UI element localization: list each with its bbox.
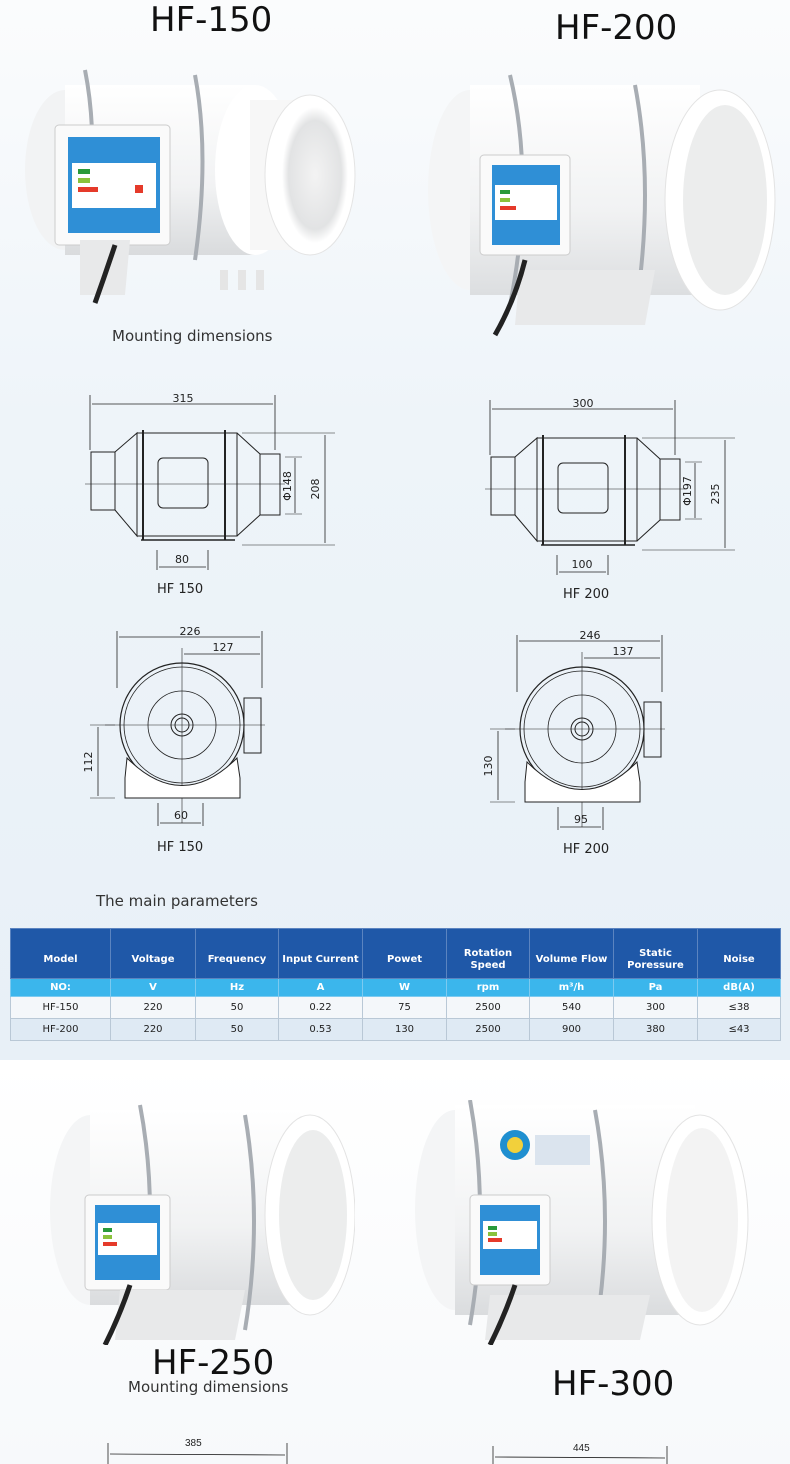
front-drawing-label-hf150: HF 150 bbox=[157, 840, 204, 855]
table-cell: 300 bbox=[614, 997, 698, 1019]
table-cell: 50 bbox=[196, 997, 279, 1019]
table-cell: 220 bbox=[111, 997, 196, 1019]
unit-cell: rpm bbox=[447, 979, 530, 997]
table-cell: HF-200 bbox=[11, 1019, 111, 1041]
dimension-value-385: 385 bbox=[185, 1438, 202, 1449]
dim-height: 235 bbox=[709, 483, 722, 505]
table-cell: ≤43 bbox=[698, 1019, 781, 1041]
header-noise: Noise bbox=[698, 929, 781, 979]
model-title-hf200: HF-200 bbox=[555, 8, 678, 48]
dim-diameter: Φ148 bbox=[281, 471, 294, 501]
dim-base: 95 bbox=[574, 813, 588, 826]
unit-cell: m³/h bbox=[530, 979, 614, 997]
dim-length: 315 bbox=[172, 392, 194, 405]
front-drawing-hf200 bbox=[482, 629, 685, 832]
front-drawing-hf150 bbox=[82, 625, 285, 828]
dim-base: 80 bbox=[175, 553, 189, 566]
header-frequency: Frequency bbox=[196, 929, 279, 979]
table-row bbox=[11, 997, 781, 1019]
table-cell: 540 bbox=[530, 997, 614, 1019]
table-cell: 50 bbox=[196, 1019, 279, 1041]
dim-height: 208 bbox=[309, 478, 322, 500]
product-image-hf300 bbox=[410, 1100, 755, 1345]
unit-cell: A bbox=[279, 979, 363, 997]
dim-offset: 127 bbox=[212, 641, 234, 654]
dim-diameter: Φ197 bbox=[681, 476, 694, 506]
side-drawing-label-hf150: HF 150 bbox=[157, 582, 204, 597]
table-cell: 380 bbox=[614, 1019, 698, 1041]
unit-cell: Pa bbox=[614, 979, 698, 997]
side-drawing-hf200 bbox=[485, 395, 735, 571]
model-title-hf250: HF-250 bbox=[152, 1343, 275, 1383]
unit-cell: W bbox=[363, 979, 447, 997]
dimension-value-445: 445 bbox=[573, 1443, 590, 1454]
dim-length: 300 bbox=[572, 397, 594, 410]
table-cell: 0.53 bbox=[279, 1019, 363, 1041]
header-input-current: Input Current bbox=[279, 929, 363, 979]
table-cell: 75 bbox=[363, 997, 447, 1019]
model-title-hf150: HF-150 bbox=[150, 0, 273, 40]
product-image-hf150 bbox=[10, 45, 370, 310]
main-parameters-heading: The main parameters bbox=[96, 892, 258, 910]
unit-cell: NO: bbox=[11, 979, 111, 997]
unit-cell: dB(A) bbox=[698, 979, 781, 997]
unit-cell: V bbox=[111, 979, 196, 997]
header-rotation-speed: Rotation Speed bbox=[447, 929, 530, 979]
header-power: Powet bbox=[363, 929, 447, 979]
unit-cell: Hz bbox=[196, 979, 279, 997]
table-cell: 2500 bbox=[447, 997, 530, 1019]
table-cell: ≤38 bbox=[698, 997, 781, 1019]
mounting-dimensions-heading-top: Mounting dimensions bbox=[112, 327, 273, 345]
dim-width: 246 bbox=[579, 629, 601, 642]
product-image-hf200 bbox=[420, 60, 780, 345]
dim-offset: 137 bbox=[612, 645, 634, 658]
dim-width: 226 bbox=[179, 625, 201, 638]
table-cell: HF-150 bbox=[11, 997, 111, 1019]
header-voltage: Voltage bbox=[111, 929, 196, 979]
dim-base: 100 bbox=[571, 558, 593, 571]
side-drawing-label-hf200: HF 200 bbox=[563, 587, 610, 602]
table-cell: 0.22 bbox=[279, 997, 363, 1019]
table-header-row bbox=[11, 929, 781, 979]
product-image-hf250 bbox=[45, 1100, 355, 1345]
model-title-hf300: HF-300 bbox=[552, 1364, 675, 1404]
mounting-dimensions-heading-bottom: Mounting dimensions bbox=[128, 1378, 289, 1396]
units-row bbox=[11, 979, 781, 997]
header-volume-flow: Volume Flow bbox=[530, 929, 614, 979]
table-cell: 900 bbox=[530, 1019, 614, 1041]
table-row bbox=[11, 1019, 781, 1041]
header-model: Model bbox=[11, 929, 111, 979]
front-drawing-label-hf200: HF 200 bbox=[563, 842, 610, 857]
dim-center-height: 130 bbox=[482, 755, 495, 777]
dim-base: 60 bbox=[174, 809, 188, 822]
side-drawing-hf150 bbox=[85, 390, 335, 566]
header-static-pressure: Static Poressure bbox=[614, 929, 698, 979]
dim-center-height: 112 bbox=[82, 751, 95, 773]
table-cell: 220 bbox=[111, 1019, 196, 1041]
parameters-table bbox=[10, 928, 781, 1041]
table-cell: 2500 bbox=[447, 1019, 530, 1041]
table-cell: 130 bbox=[363, 1019, 447, 1041]
